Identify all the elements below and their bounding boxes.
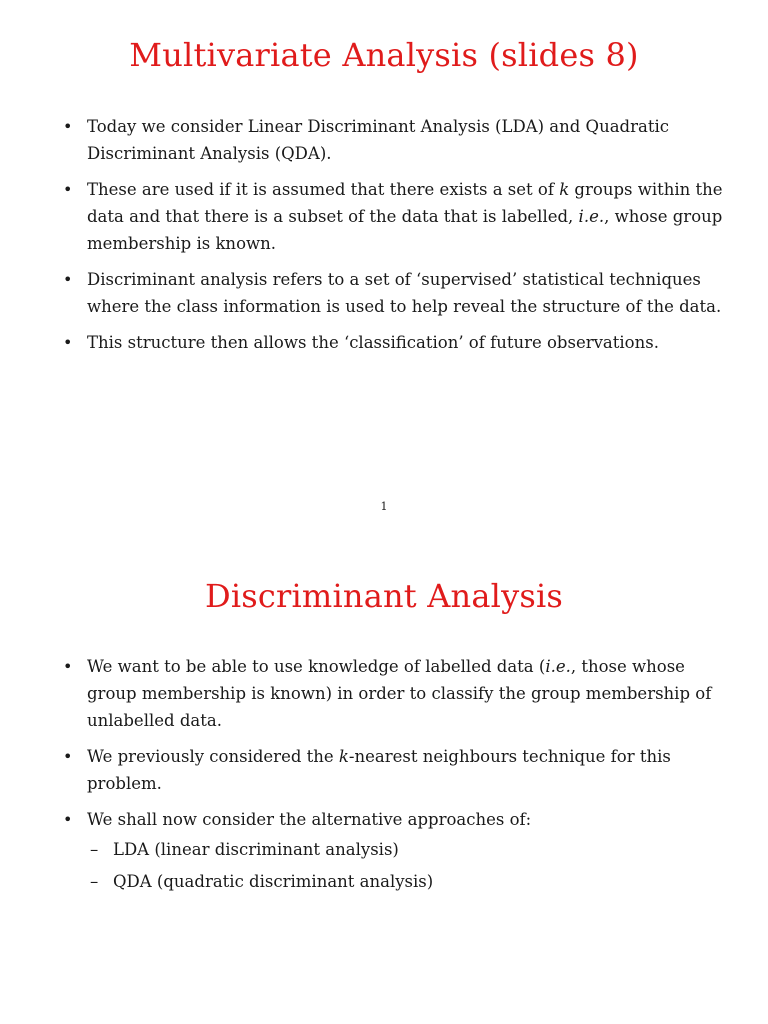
list-item — [0, 266, 768, 320]
list-item — [0, 806, 768, 895]
bullet-list — [0, 113, 768, 365]
sub-item-text: QDA (quadratic discriminant analysis) — [113, 872, 434, 891]
sub-list-item — [87, 836, 724, 863]
bullet-text: We want to be able to use knowledge of labelled data (i.e., those whose group membership is known) in order to classify the group membership of unlabelled data. — [87, 657, 712, 730]
list-item — [0, 329, 768, 356]
bullet-icon: • — [63, 117, 73, 136]
list-item — [0, 743, 768, 797]
sub-list-item — [87, 868, 724, 895]
math-variable: k — [559, 180, 570, 199]
bullet-list — [0, 653, 768, 904]
bullet-icon: • — [63, 657, 73, 676]
dash-icon: – — [90, 840, 99, 859]
bullet-text: Discriminant analysis refers to a set of ‘supervised’ statistical techniques where the class information is used to help reveal the structure of the data. — [87, 270, 722, 316]
slide-title: Multivariate Analysis (slides 8) — [129, 36, 639, 74]
bullet-icon: • — [63, 810, 73, 829]
bullet-icon: • — [63, 270, 73, 289]
sub-bullet-list — [87, 836, 724, 895]
dash-icon: – — [90, 872, 99, 891]
bullet-text: We shall now consider the alternative approaches of: — [87, 810, 532, 829]
math-variable: k — [338, 747, 349, 766]
list-item — [0, 113, 768, 167]
bullet-text: These are used if it is assumed that there exists a set of k groups within the data and that there is a subset of the data that is labelled, i.e., whose group membership is known. — [87, 180, 723, 253]
slide-2 — [0, 560, 768, 1024]
bullet-icon: • — [63, 747, 73, 766]
sub-item-text: LDA (linear discriminant analysis) — [113, 840, 399, 859]
page-number: 1 — [380, 500, 388, 513]
list-item — [0, 176, 768, 257]
bullet-text: We previously considered the k-nearest neighbours technique for this problem. — [87, 747, 671, 793]
ie-abbrev: i.e. — [578, 207, 605, 226]
ie-abbrev: i.e. — [545, 657, 571, 676]
bullet-icon: • — [63, 180, 73, 199]
bullet-text: This structure then allows the ‘classification’ of future observations. — [87, 333, 659, 352]
slide-title: Discriminant Analysis — [204, 577, 564, 615]
list-item — [0, 653, 768, 734]
bullet-icon: • — [63, 333, 73, 352]
bullet-text: Today we consider Linear Discriminant Analysis (LDA) and Quadratic Discriminant Analysis (QDA). — [87, 117, 669, 163]
